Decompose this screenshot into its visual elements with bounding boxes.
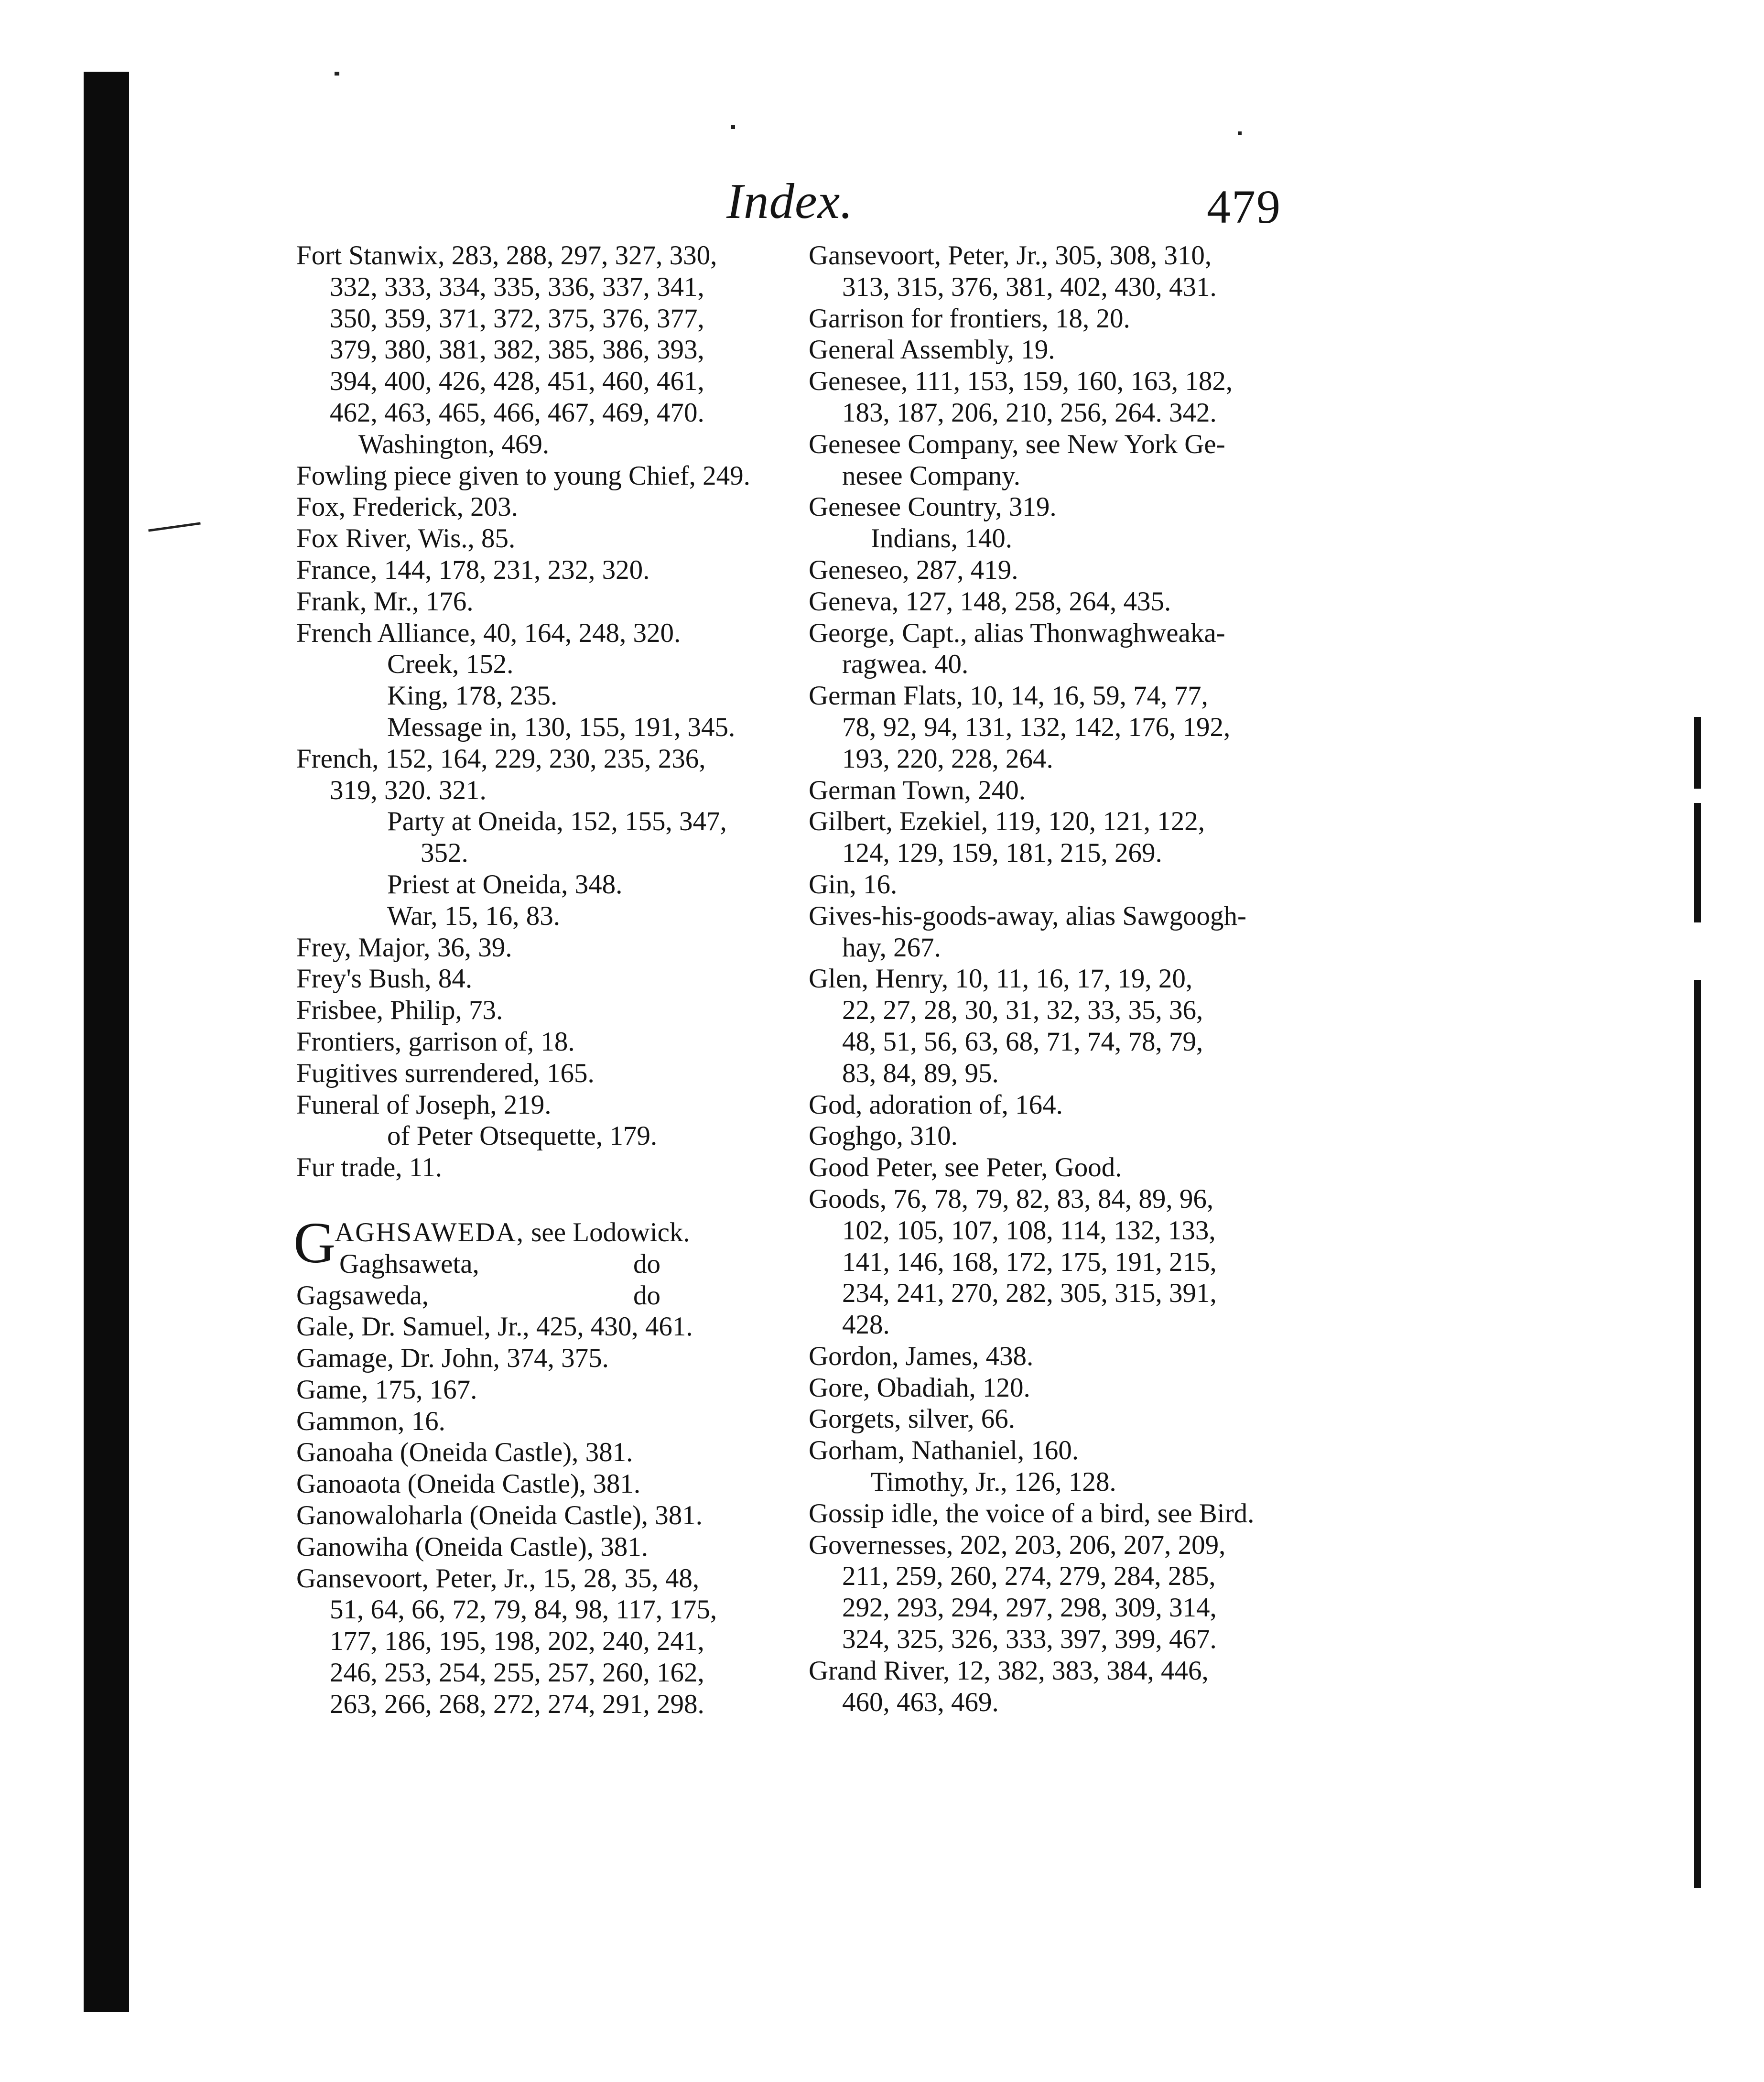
- index-entry: [809, 775, 1315, 806]
- entry-text: King, 178, 235.: [387, 681, 558, 711]
- index-entry: [296, 460, 784, 492]
- entry-continuation: 211, 259, 260, 274, 279, 284, 285,: [842, 1561, 1216, 1592]
- entry-text: Indians, 140.: [871, 523, 1013, 554]
- index-column-left: [293, 240, 784, 1720]
- entry-continuation: 332, 333, 334, 335, 336, 337, 341,: [330, 271, 704, 302]
- index-entry: [296, 1563, 784, 1720]
- entry-text: Ganoaota (Oneida Castle), 381.: [296, 1469, 641, 1499]
- scan-speck: [1238, 131, 1242, 135]
- entry-text: Gammon, 16.: [296, 1406, 445, 1436]
- index-column-right: [809, 240, 1315, 1718]
- index-entry: [296, 1311, 784, 1343]
- index-entry: [296, 240, 784, 429]
- index-entry: [809, 963, 1315, 1089]
- scan-speck: [731, 125, 735, 129]
- index-entry: [809, 240, 1315, 303]
- entry-text: Frisbee, Philip, 73.: [296, 995, 503, 1026]
- entry-text: Genesee Company, see New York Ge-: [809, 429, 1225, 459]
- entry-text: German Flats, 10, 14, 16, 59, 74, 77,: [809, 681, 1208, 711]
- index-entry: [809, 334, 1315, 366]
- ditto-row-label: Gaghsaweta,: [339, 1248, 479, 1279]
- index-entry: [296, 649, 784, 680]
- drop-cap: G: [293, 1210, 336, 1275]
- entry-text: Genesee, 111, 153, 159, 160, 163, 182,: [809, 366, 1233, 397]
- entry-text: Party at Oneida, 152, 155, 347,: [387, 806, 727, 837]
- entry-text: Governesses, 202, 203, 206, 207, 209,: [809, 1529, 1226, 1560]
- index-entry: [809, 1403, 1315, 1435]
- index-entry: [296, 932, 784, 964]
- index-entry: [296, 1058, 784, 1089]
- entry-text: Geneva, 127, 148, 258, 264, 435.: [809, 586, 1171, 617]
- index-entry: [296, 586, 784, 618]
- entry-continuation: 313, 315, 376, 381, 402, 430, 431.: [842, 271, 1217, 302]
- entry-text: Glen, Henry, 10, 11, 16, 17, 19, 20,: [809, 964, 1193, 994]
- heading-caps: AGHSAWEDA,: [335, 1217, 524, 1247]
- entry-text: Funeral of Joseph, 219.: [296, 1089, 552, 1120]
- index-entry: [809, 1120, 1315, 1152]
- page-number: 479: [1207, 180, 1281, 233]
- entry-text: Garrison for frontiers, 18, 20.: [809, 303, 1130, 334]
- index-entry: [296, 743, 784, 806]
- entry-text: Gamage, Dr. John, 374, 375.: [296, 1343, 609, 1374]
- index-entry: [296, 712, 784, 743]
- index-entry: [296, 1374, 784, 1406]
- index-entry: [296, 429, 784, 460]
- scan-speck: [148, 522, 201, 531]
- index-entry: [809, 554, 1315, 586]
- index-entry: [296, 806, 784, 869]
- index-entry: [296, 869, 784, 900]
- index-entry: [296, 1437, 784, 1468]
- index-entry: [809, 1372, 1315, 1404]
- entry-text: Gale, Dr. Samuel, Jr., 425, 430, 461.: [296, 1312, 693, 1342]
- section-gap: [296, 1183, 784, 1217]
- index-entry: [809, 618, 1315, 681]
- index-entry: [809, 1435, 1315, 1466]
- ditto-rows: [296, 1248, 784, 1312]
- entry-text: France, 144, 178, 231, 232, 320.: [296, 554, 650, 585]
- index-entry: [296, 618, 784, 649]
- entry-text: Frey, Major, 36, 39.: [296, 932, 512, 963]
- ditto-row: [296, 1248, 784, 1280]
- entry-text: Gossip idle, the voice of a bird, see Bird.: [809, 1498, 1255, 1529]
- index-entry: [296, 995, 784, 1026]
- entry-continuation: 102, 105, 107, 108, 114, 132, 133,: [842, 1215, 1216, 1246]
- entry-text: George, Capt., alias Thonwaghweaka-: [809, 618, 1225, 648]
- entry-continuation: 352.: [421, 838, 468, 868]
- index-entry: [809, 1089, 1315, 1121]
- index-entry: [809, 1529, 1315, 1655]
- index-entry: [809, 429, 1315, 492]
- index-entry: [809, 680, 1315, 774]
- entry-text: Frey's Bush, 84.: [296, 964, 473, 994]
- entry-text: Gordon, James, 438.: [809, 1341, 1034, 1371]
- entry-text: Frontiers, garrison of, 18.: [296, 1026, 575, 1057]
- entry-text: French Alliance, 40, 164, 248, 320.: [296, 618, 681, 648]
- entry-text: Gin, 16.: [809, 869, 898, 900]
- entry-continuation: 22, 27, 28, 30, 31, 32, 33, 35, 36,: [842, 995, 1203, 1026]
- entry-continuation: 124, 129, 159, 181, 215, 269.: [842, 838, 1162, 868]
- index-entry: [296, 523, 784, 554]
- entry-text: Fur trade, 11.: [296, 1152, 442, 1183]
- entry-text: Creek, 152.: [387, 649, 514, 680]
- entry-text: Fox, Frederick, 203.: [296, 492, 518, 522]
- index-entry: [809, 491, 1315, 523]
- entry-continuation: 460, 463, 469.: [842, 1687, 999, 1717]
- scan-right-edge: [1694, 717, 1701, 789]
- index-entry: [296, 1089, 784, 1121]
- index-entry: [809, 1183, 1315, 1341]
- index-entry: [296, 491, 784, 523]
- index-entry: [809, 1152, 1315, 1183]
- ditto-row-label: Gagsaweda,: [296, 1280, 429, 1311]
- entry-continuation: 183, 187, 206, 210, 256, 264. 342.: [842, 397, 1217, 428]
- scan-edge-bar: [84, 72, 129, 2012]
- entry-text: Ganowiha (Oneida Castle), 381.: [296, 1531, 649, 1562]
- page-title: Index.: [726, 173, 854, 229]
- index-entry: [296, 963, 784, 995]
- entry-text: Ganowaloharla (Oneida Castle), 381.: [296, 1500, 703, 1531]
- index-entry: [296, 1531, 784, 1563]
- index-entry: [809, 303, 1315, 335]
- entry-text: Message in, 130, 155, 191, 345.: [387, 712, 736, 742]
- entry-text: God, adoration of, 164.: [809, 1089, 1063, 1120]
- entry-text: Gorgets, silver, 66.: [809, 1404, 1016, 1434]
- entry-text: Fugitives surrendered, 165.: [296, 1058, 595, 1088]
- entry-continuation: 48, 51, 56, 63, 68, 71, 74, 78, 79,: [842, 1026, 1203, 1057]
- entry-continuation: 51, 64, 66, 72, 79, 84, 98, 117, 175,: [330, 1594, 717, 1625]
- index-entry: [809, 1655, 1315, 1718]
- entry-text: French, 152, 164, 229, 230, 235, 236,: [296, 743, 706, 774]
- entry-text: Good Peter, see Peter, Good.: [809, 1152, 1122, 1183]
- entry-continuation: 292, 293, 294, 297, 298, 309, 314,: [842, 1593, 1217, 1623]
- entry-text: German Town, 240.: [809, 775, 1026, 805]
- entry-text: War, 15, 16, 83.: [387, 900, 560, 931]
- entry-text: Gorham, Nathaniel, 160.: [809, 1435, 1079, 1466]
- g-entries: [296, 1311, 784, 1720]
- entry-text: Genesee Country, 319.: [809, 492, 1057, 522]
- index-entry: [296, 1152, 784, 1183]
- entry-text: Gansevoort, Peter, Jr., 305, 308, 310,: [809, 240, 1212, 271]
- index-entry: [809, 1466, 1315, 1498]
- entry-text: Priest at Oneida, 348.: [387, 869, 623, 900]
- entry-text: Gilbert, Ezekiel, 119, 120, 121, 122,: [809, 806, 1205, 837]
- entry-text: Fort Stanwix, 283, 288, 297, 327, 330,: [296, 240, 717, 271]
- index-entry: [809, 1341, 1315, 1372]
- entry-text: Gansevoort, Peter, Jr., 15, 28, 35, 48,: [296, 1563, 700, 1594]
- index-entry: [809, 366, 1315, 429]
- entry-continuation: 462, 463, 465, 466, 467, 469, 470.: [330, 397, 704, 428]
- entry-text: Washington, 469.: [358, 429, 550, 459]
- entry-text: Fowling piece given to young Chief, 249.: [296, 460, 750, 491]
- index-entry: [296, 1500, 784, 1531]
- ditto-mark: do: [633, 1280, 660, 1311]
- entry-continuation: nesee Company.: [842, 460, 1021, 491]
- entry-text: Grand River, 12, 382, 383, 384, 446,: [809, 1655, 1209, 1686]
- entry-text: General Assembly, 19.: [809, 335, 1055, 365]
- entry-continuation: 394, 400, 426, 428, 451, 460, 461,: [330, 366, 704, 397]
- ditto-row: [296, 1280, 784, 1312]
- entry-continuation: 428.: [842, 1310, 890, 1340]
- entry-continuation: 193, 220, 228, 264.: [842, 743, 1053, 774]
- index-entry: [809, 523, 1315, 554]
- right-entries: [809, 240, 1315, 1718]
- entry-text: Game, 175, 167.: [296, 1374, 477, 1405]
- index-entry: [809, 806, 1315, 869]
- entry-text: Timothy, Jr., 126, 128.: [871, 1467, 1116, 1497]
- heading-rest: see Lodowick.: [524, 1217, 690, 1247]
- entry-continuation: 379, 380, 381, 382, 385, 386, 393,: [330, 335, 704, 365]
- index-entry: [296, 1120, 784, 1152]
- scan-right-edge: [1694, 980, 1701, 1888]
- entry-continuation: 78, 92, 94, 131, 132, 142, 176, 192,: [842, 712, 1231, 742]
- index-entry: [809, 869, 1315, 900]
- entry-continuation: 263, 266, 268, 272, 274, 291, 298.: [330, 1689, 704, 1719]
- index-entry: [296, 1406, 784, 1437]
- entry-continuation: 319, 320. 321.: [330, 775, 487, 805]
- entry-continuation: 83, 84, 89, 95.: [842, 1058, 999, 1088]
- entry-text: Geneseo, 287, 419.: [809, 554, 1018, 585]
- entry-continuation: 350, 359, 371, 372, 375, 376, 377,: [330, 303, 704, 334]
- scan-right-edge: [1694, 803, 1701, 922]
- scan-speck: [335, 72, 339, 76]
- index-entry: [809, 900, 1315, 964]
- index-entry: [296, 1026, 784, 1058]
- left-entries: [296, 240, 784, 1183]
- entry-continuation: hay, 267.: [842, 932, 941, 963]
- index-entry: [296, 554, 784, 586]
- entry-text: Gives-his-goods-away, alias Sawgoogh-: [809, 900, 1247, 931]
- index-entry: [296, 1468, 784, 1500]
- entry-continuation: 324, 325, 326, 333, 397, 399, 467.: [842, 1624, 1217, 1655]
- entry-text: Gore, Obadiah, 120.: [809, 1372, 1030, 1403]
- entry-text: of Peter Otsequette, 179.: [387, 1121, 658, 1151]
- entry-continuation: 177, 186, 195, 198, 202, 240, 241,: [330, 1626, 704, 1657]
- ditto-mark: do: [633, 1248, 660, 1279]
- index-entry: [296, 900, 784, 932]
- entry-continuation: ragwea. 40.: [842, 649, 969, 680]
- entry-text: Fox River, Wis., 85.: [296, 523, 516, 554]
- entry-text: Goods, 76, 78, 79, 82, 83, 84, 89, 96,: [809, 1183, 1214, 1214]
- entry-continuation: 234, 241, 270, 282, 305, 315, 391,: [842, 1278, 1217, 1309]
- entry-text: Frank, Mr., 176.: [296, 586, 474, 617]
- entry-text: Ganoaha (Oneida Castle), 381.: [296, 1437, 633, 1468]
- index-entry: [296, 680, 784, 712]
- index-entry: [296, 1343, 784, 1374]
- entry-continuation: 141, 146, 168, 172, 175, 191, 215,: [842, 1247, 1217, 1277]
- index-entry: [809, 1498, 1315, 1529]
- index-entry: [809, 586, 1315, 618]
- entry-continuation: 246, 253, 254, 255, 257, 260, 162,: [330, 1658, 704, 1688]
- entry-text: Goghgo, 310.: [809, 1121, 958, 1151]
